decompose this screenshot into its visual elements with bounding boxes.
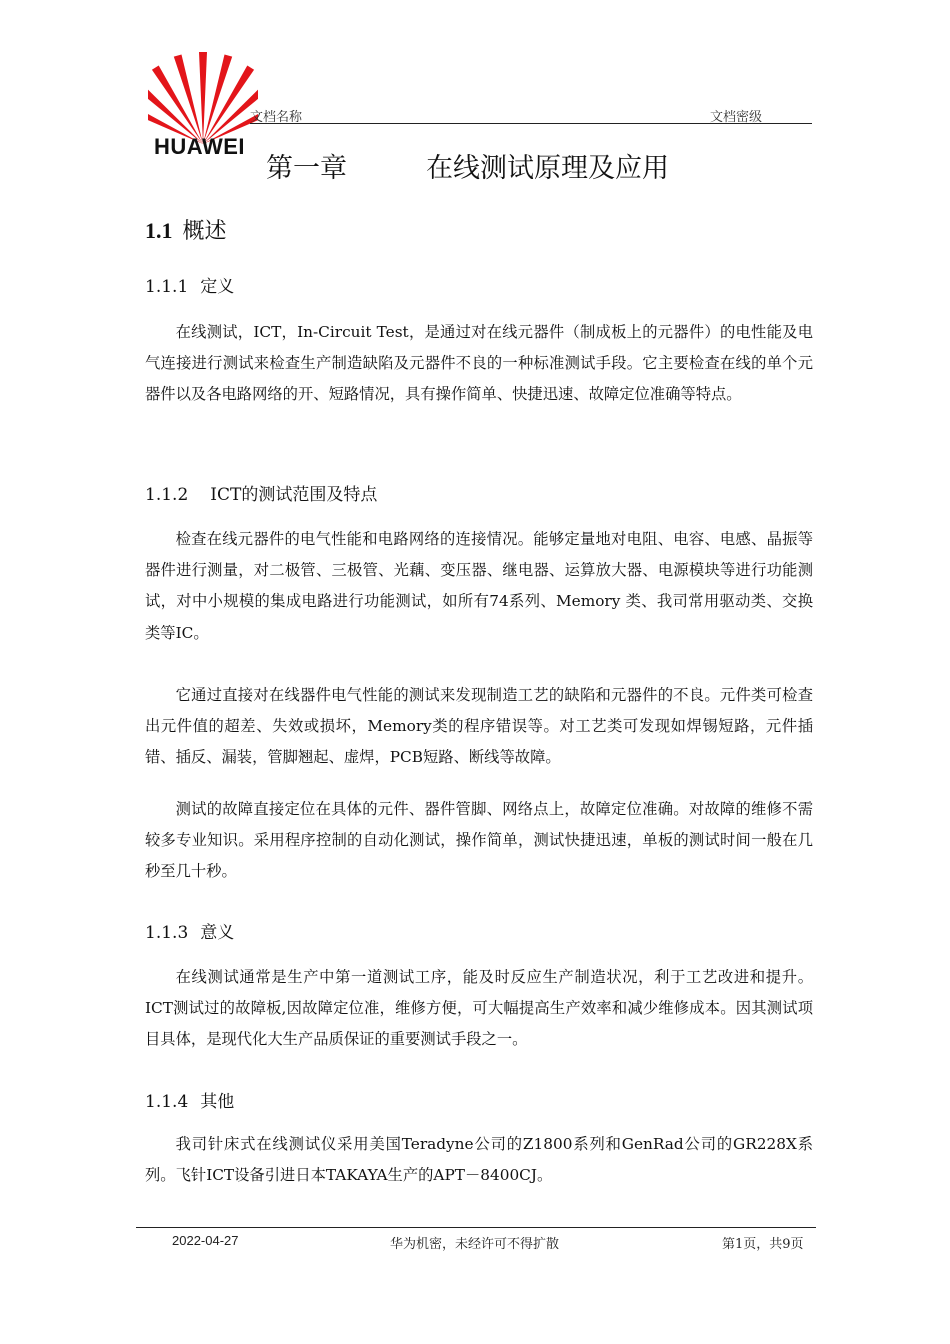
subsection-number: 1.1.1 bbox=[145, 277, 189, 297]
header-doc-level: 文档密级 bbox=[710, 110, 763, 125]
header-divider bbox=[250, 123, 812, 124]
subsection-heading-other bbox=[145, 1087, 234, 1112]
subsection-title: 意义 bbox=[200, 923, 235, 943]
subsection-heading-scope bbox=[145, 480, 377, 505]
subsection-heading-significance bbox=[145, 918, 234, 943]
logo-wordmark: HUAWEI bbox=[154, 134, 245, 159]
chapter-title: 在线测试原理及应用 bbox=[426, 153, 669, 184]
footer-date: 2022-04-27 bbox=[172, 1233, 239, 1248]
subsection-heading-definition bbox=[145, 272, 234, 297]
section-number: 1.1 bbox=[145, 218, 173, 243]
footer-page-number: 第1页，共9页 bbox=[722, 1237, 804, 1252]
paragraph: 我司针床式在线测试仪采用美国Teradyne公司的Z1800系列和GenRad公司的GR228X系列。飞针ICT设备引进日本TAKAYA生产的APT－8400CJ。 bbox=[145, 1135, 813, 1185]
chapter-number: 第一章 bbox=[266, 153, 347, 184]
subsection-title: 定义 bbox=[200, 277, 235, 297]
section-title: 概述 bbox=[182, 219, 227, 244]
subsection-title: 其他 bbox=[200, 1092, 235, 1112]
paragraph: 测试的故障直接定位在具体的元件、器件管脚、网络点上，故障定位准确。对故障的维修不需较多专业知识。采用程序控制的自动化测试，操作简单，测试快捷迅速，单板的测试时间一般在几秒至几十秒。 bbox=[145, 800, 813, 881]
subsection-number: 1.1.2 bbox=[145, 485, 189, 505]
header-doc-name: 文档名称 bbox=[250, 110, 303, 125]
subsection-title: ICT的测试范围及特点 bbox=[210, 485, 378, 505]
subsection-number: 1.1.3 bbox=[145, 923, 189, 943]
paragraph: 在线测试通常是生产中第一道测试工序，能及时反应生产制造状况，利于工艺改进和提升。ICT测试过的故障板,因故障定位准，维修方便，可大幅提高生产效率和减少维修成本。因其测试项目具体，是现代化大生产品质保证的重要测试手段之一。 bbox=[145, 968, 813, 1049]
paragraph: 检查在线元器件的电气性能和电路网络的连接情况。能够定量地对电阻、电容、电感、晶振等器件进行测量，对二极管、三极管、光藕、变压器、继电器、运算放大器、电源模块等进行功能测试，对中小规模的集成电路进行功能测试，如所有74系列、Memory 类、我司常用驱动类、交换类等IC。 bbox=[145, 530, 813, 642]
section-heading bbox=[145, 214, 227, 245]
footer-confidential: 华为机密，未经许可不得扩散 bbox=[390, 1237, 560, 1252]
footer-divider bbox=[136, 1227, 816, 1228]
paragraph: 它通过直接对在线器件电气性能的测试来发现制造工艺的缺陷和元器件的不良。元件类可检查出元件值的超差、失效或损坏，Memory类的程序错误等。对工艺类可发现如焊锡短路，元件插错、插反、漏装，管脚翘起、虚焊，PCB短路、断线等故障。 bbox=[145, 686, 813, 767]
subsection-number: 1.1.4 bbox=[145, 1092, 189, 1112]
paragraph: 在线测试，ICT，In-Circuit Test，是通过对在线元器件（制成板上的元器件）的电性能及电气连接进行测试来检查生产制造缺陷及元器件不良的一种标准测试手段。它主要检查在线的单个元器件以及各电路网络的开、短路情况，具有操作简单、快捷迅速、故障定位准确等特点。 bbox=[145, 323, 813, 404]
